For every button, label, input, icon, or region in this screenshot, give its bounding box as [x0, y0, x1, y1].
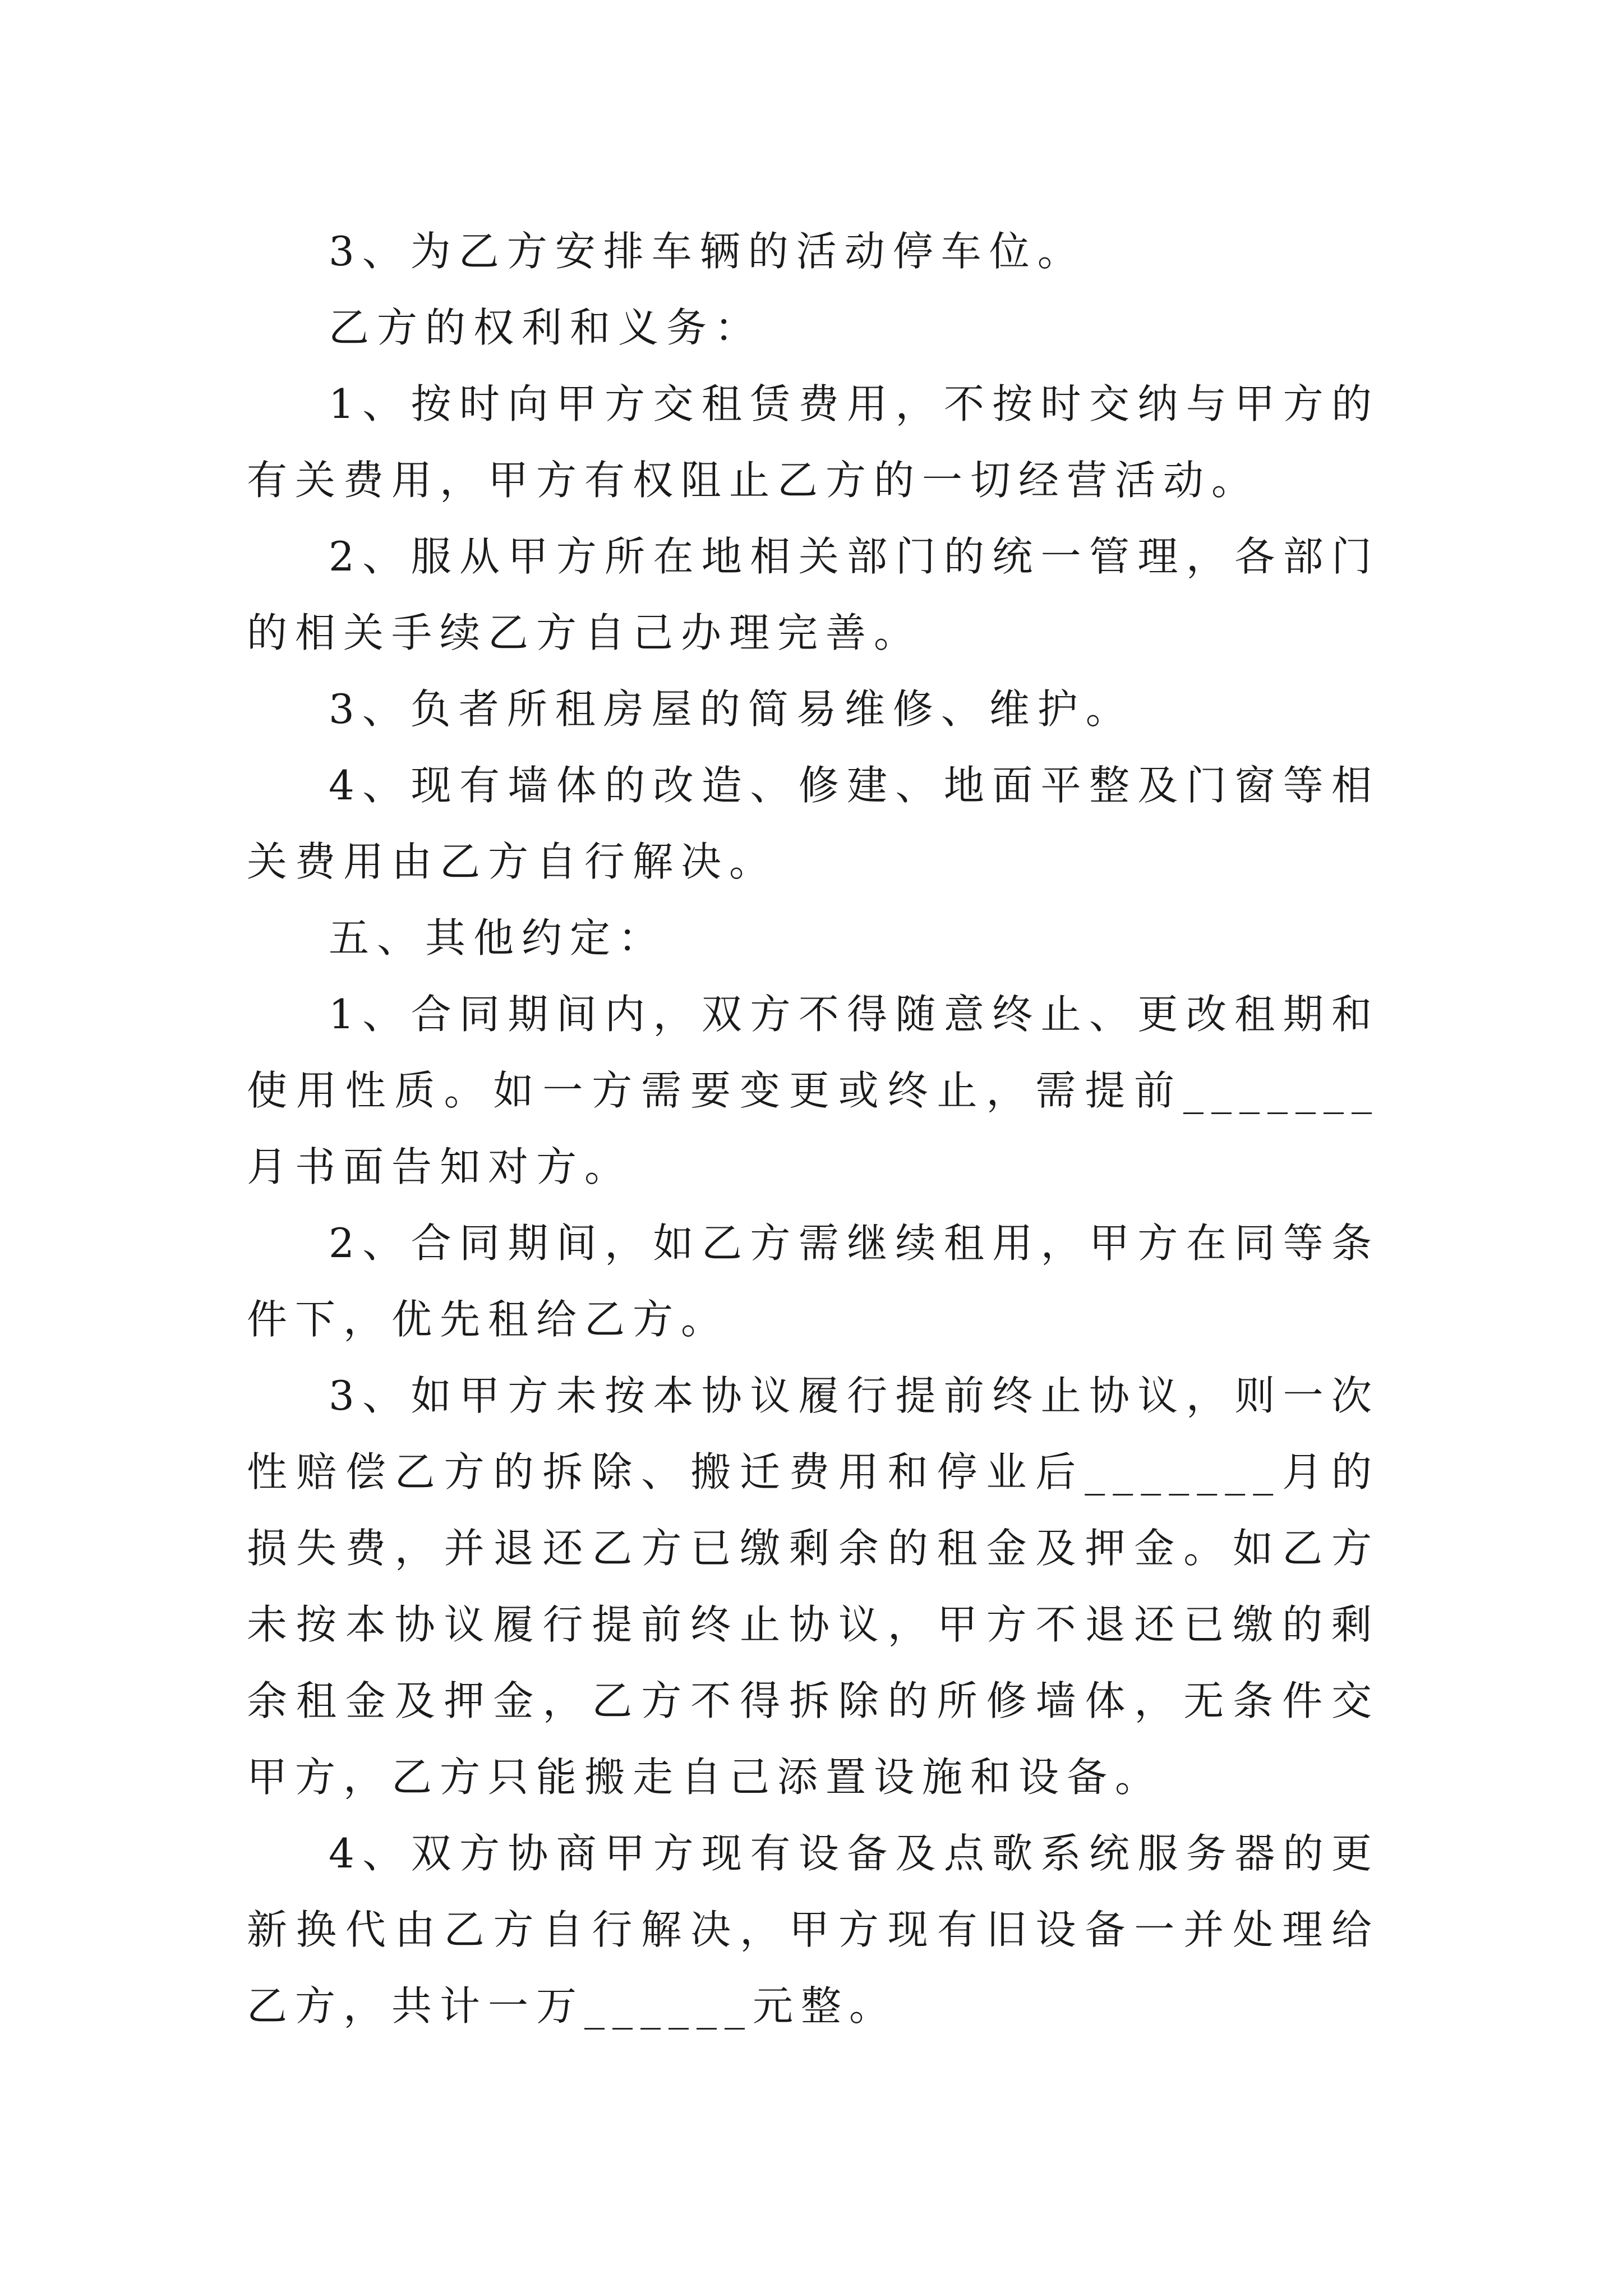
paragraph-renewal-priority: 2、合同期间，如乙方需继续租用，甲方在同等条件下，优先租给乙方。 — [247, 1220, 1380, 1343]
paragraph-renovation-costs: 4、现有墙体的改造、修建、地面平整及门窗等相关费用由乙方自行解决。 — [247, 762, 1380, 885]
heading-party-b-rights: 乙方的权利和义务： — [329, 304, 763, 351]
paragraph-equipment-transfer: 4、双方协商甲方现有设备及点歌系统服务器的更新换代由乙方自行解决，甲方现有旧设备一并处理给乙方，共计一万______元整。 — [247, 1830, 1380, 2030]
document-body — [247, 213, 1380, 2044]
heading-other-agreements: 五、其他约定： — [329, 914, 667, 961]
paragraph-maintenance: 3、负者所租房屋的简易维修、维护。 — [329, 685, 1134, 733]
paragraph-rent-payment: 1、按时向甲方交租赁费用，不按时交纳与甲方的有关费用，甲方有权阻止乙方的一切经营活动。 — [247, 380, 1380, 504]
paragraph-termination-notice: 1、合同期间内，双方不得随意终止、更改租期和使用性质。如一方需要变更或终止，需提前_______月书面告知对方。 — [247, 991, 1380, 1190]
paragraph-parking-arrangement: 3、为乙方安排车辆的活动停车位。 — [329, 228, 1086, 275]
paragraph-breach-compensation: 3、如甲方未按本协议履行提前终止协议，则一次性赔偿乙方的拆除、搬迁费用和停业后_______月的损失费，并退还乙方已缴剩余的租金及押金。如乙方未按本协议履行提前终止协议，甲方不退还已缴的剩余租金及押金，乙方不得拆除的所修墙体，无条件交甲方，乙方只能搬走自己添置设施和设备。 — [247, 1372, 1380, 1801]
paragraph-management: 2、服从甲方所在地相关部门的统一管理，各部门的相关手续乙方自己办理完善。 — [247, 533, 1380, 656]
